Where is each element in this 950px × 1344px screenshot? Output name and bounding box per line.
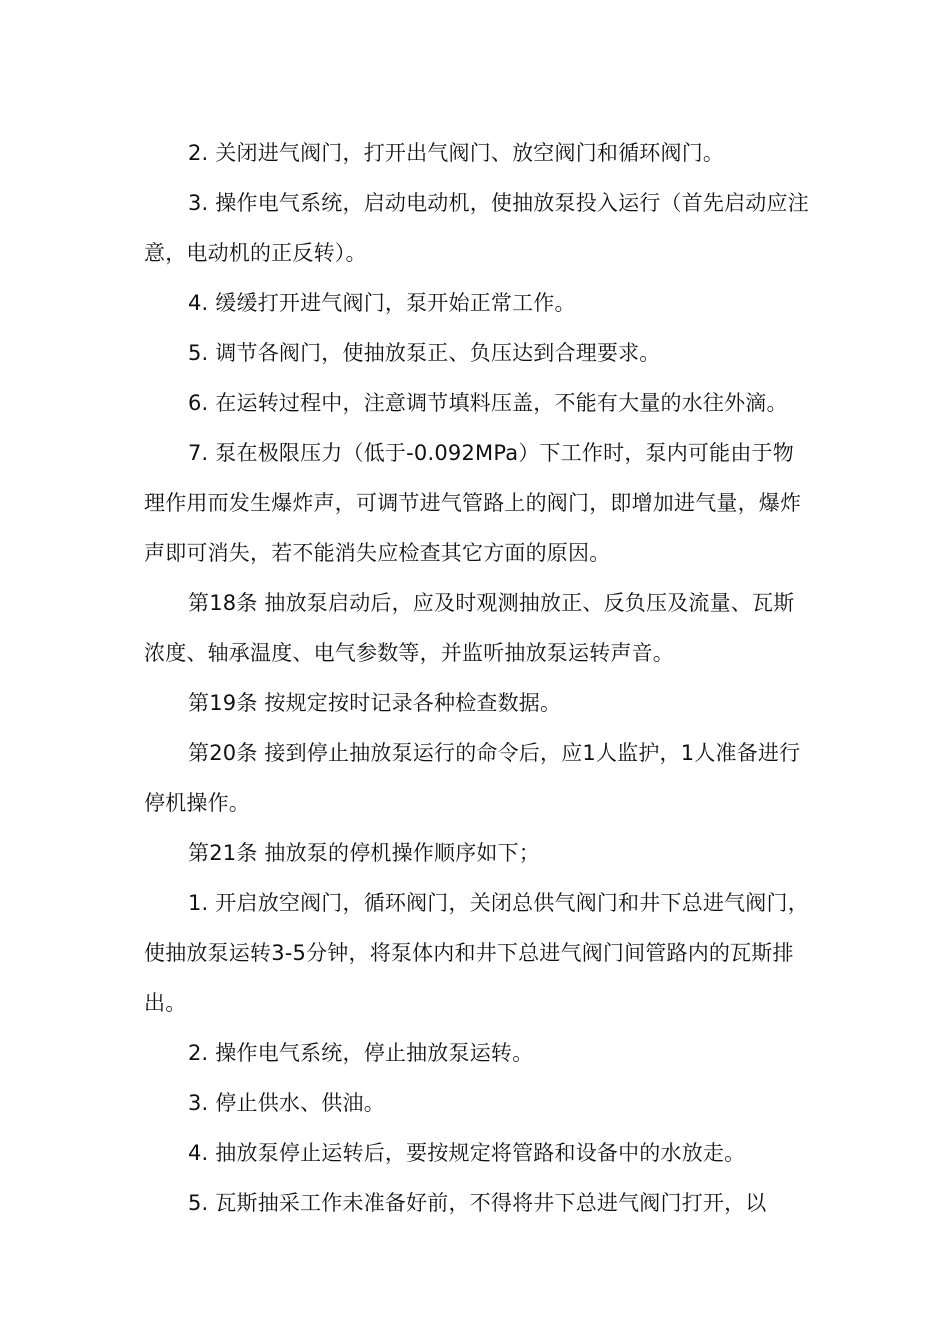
paragraph-shutdown-step-1: 1. 开启放空阀门，循环阀门，关闭总供气阀门和井下总进气阀门，使抽放泵运转3-5分钟，将泵体内和井下总进气阀门间管路内的瓦斯排出。 — [144, 891, 809, 1015]
paragraph-step-5: 5. 调节各阀门，使抽放泵正、负压达到合理要求。 — [188, 341, 661, 365]
paragraph-step-3: 3. 操作电气系统，启动电动机，使抽放泵投入运行（首先启动应注意，电动机的正反转）。 — [144, 191, 809, 265]
paragraph-step-2: 2. 关闭进气阀门，打开出气阀门、放空阀门和循环阀门。 — [188, 141, 725, 165]
paragraph-shutdown-step-4: 4. 抽放泵停止运转后，要按规定将管路和设备中的水放走。 — [188, 1141, 746, 1165]
paragraph-shutdown-step-2: 2. 操作电气系统，停止抽放泵运转。 — [188, 1041, 534, 1065]
paragraph-article-19: 第19条 按规定按时记录各种检查数据。 — [188, 691, 562, 715]
paragraph-article-18: 第18条 抽放泵启动后，应及时观测抽放正、反负压及流量、瓦斯浓度、轴承温度、电气参数等，并监听抽放泵运转声音。 — [144, 591, 795, 665]
paragraph-shutdown-step-3: 3. 停止供水、供油。 — [188, 1091, 385, 1115]
paragraph-article-21: 第21条 抽放泵的停机操作顺序如下； — [188, 841, 540, 865]
paragraph-article-20: 第20条 接到停止抽放泵运行的命令后，应1人监护，1人准备进行停机操作。 — [144, 741, 801, 815]
document-body — [144, 128, 814, 1228]
paragraph-step-7: 7. 泵在极限压力（低于-0.092MPa）下工作时，泵内可能由于物理作用而发生爆炸声，可调节进气管路上的阀门，即增加进气量，爆炸声即可消失，若不能消失应检查其它方面的原因。 — [144, 441, 802, 565]
paragraph-step-4: 4. 缓缓打开进气阀门，泵开始正常工作。 — [188, 291, 576, 315]
paragraph-step-6: 6. 在运转过程中，注意调节填料压盖，不能有大量的水往外滴。 — [188, 391, 788, 415]
paragraph-shutdown-step-5: 5. 瓦斯抽采工作未准备好前，不得将井下总进气阀门打开，以 — [188, 1191, 767, 1215]
